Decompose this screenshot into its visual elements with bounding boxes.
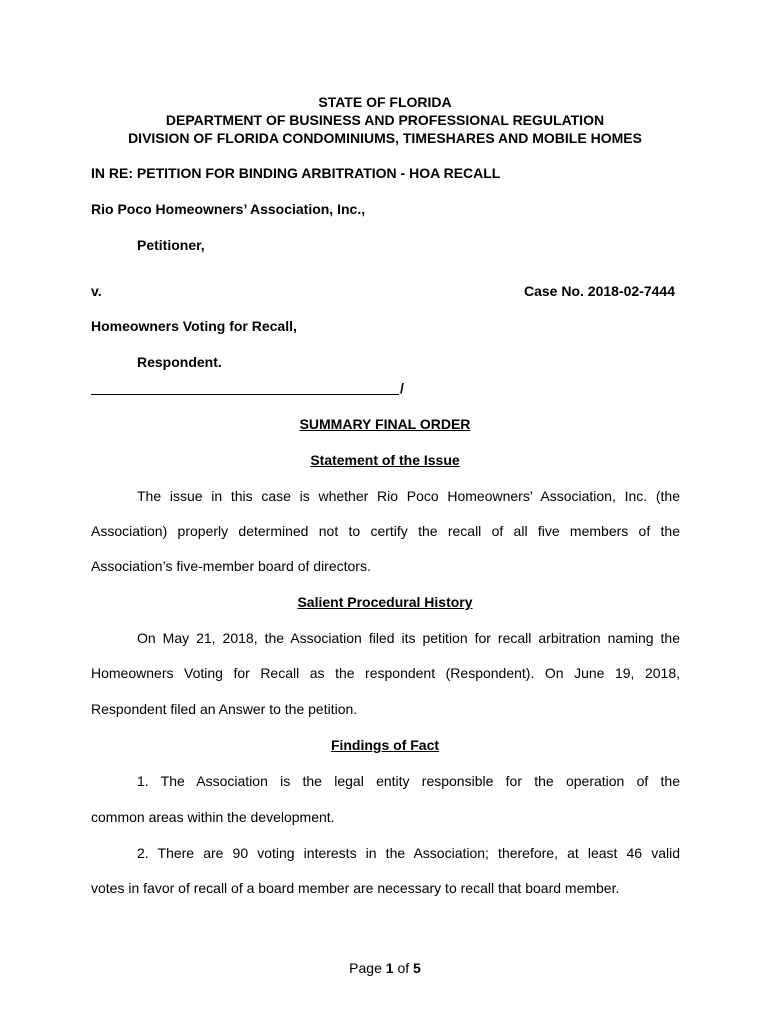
history-line-3: Respondent filed an Answer to the petition. [91,701,358,717]
history-line-2: Homeowners Voting for Recall as the respondent (Respondent). On June 19, 2018, [91,665,680,681]
in-re-line: IN RE: PETITION FOR BINDING ARBITRATION - HOA RECALL [91,165,501,181]
petitioner-label: Petitioner, [137,237,205,253]
findings-heading: Findings of Fact [330,737,440,753]
page-footer [0,960,770,976]
finding-2-line-1: 2. There are 90 voting interests in the Association; therefore, at least 46 valid [137,845,680,861]
page-number: 1 [385,960,394,976]
header-division: DIVISION OF FLORIDA CONDOMINIUMS, TIMESHARES AND MOBILE HOMES [128,130,642,146]
petitioner-name: Rio Poco Homeowners’ Association, Inc., [91,201,366,217]
case-number: Case No. 2018-02-7444 [524,283,675,299]
respondent-name: Homeowners Voting for Recall, [91,318,297,334]
finding-1-line-1: 1. The Association is the legal entity responsible for the operation of the [137,773,680,789]
of-word: of [397,960,410,976]
respondent-label: Respondent. [137,354,222,370]
issue-line-1: The issue in this case is whether Rio Poco Homeowners’ Association, Inc. (the [137,488,680,504]
caption-slash: / [400,380,404,396]
page-word: Page [349,960,382,976]
header-state: STATE OF FLORIDA [318,94,452,110]
header-department: DEPARTMENT OF BUSINESS AND PROFESSIONAL REGULATION [165,112,605,128]
issue-heading: Statement of the Issue [310,452,460,468]
finding-2-line-2: votes in favor of recall of a board member are necessary to recall that board member. [91,880,620,896]
history-line-1: On May 21, 2018, the Association filed its petition for recall arbitration naming the [137,630,680,646]
order-title: SUMMARY FINAL ORDER [299,416,471,432]
page-total: 5 [413,960,421,976]
issue-line-3: Association’s five-member board of directors. [91,558,371,574]
versus: v. [91,283,102,299]
issue-line-2: Association) properly determined not to certify the recall of all five members of the [91,523,680,539]
caption-rule [91,394,399,395]
finding-1-line-2: common areas within the development. [91,809,335,825]
history-heading: Salient Procedural History [297,594,473,610]
